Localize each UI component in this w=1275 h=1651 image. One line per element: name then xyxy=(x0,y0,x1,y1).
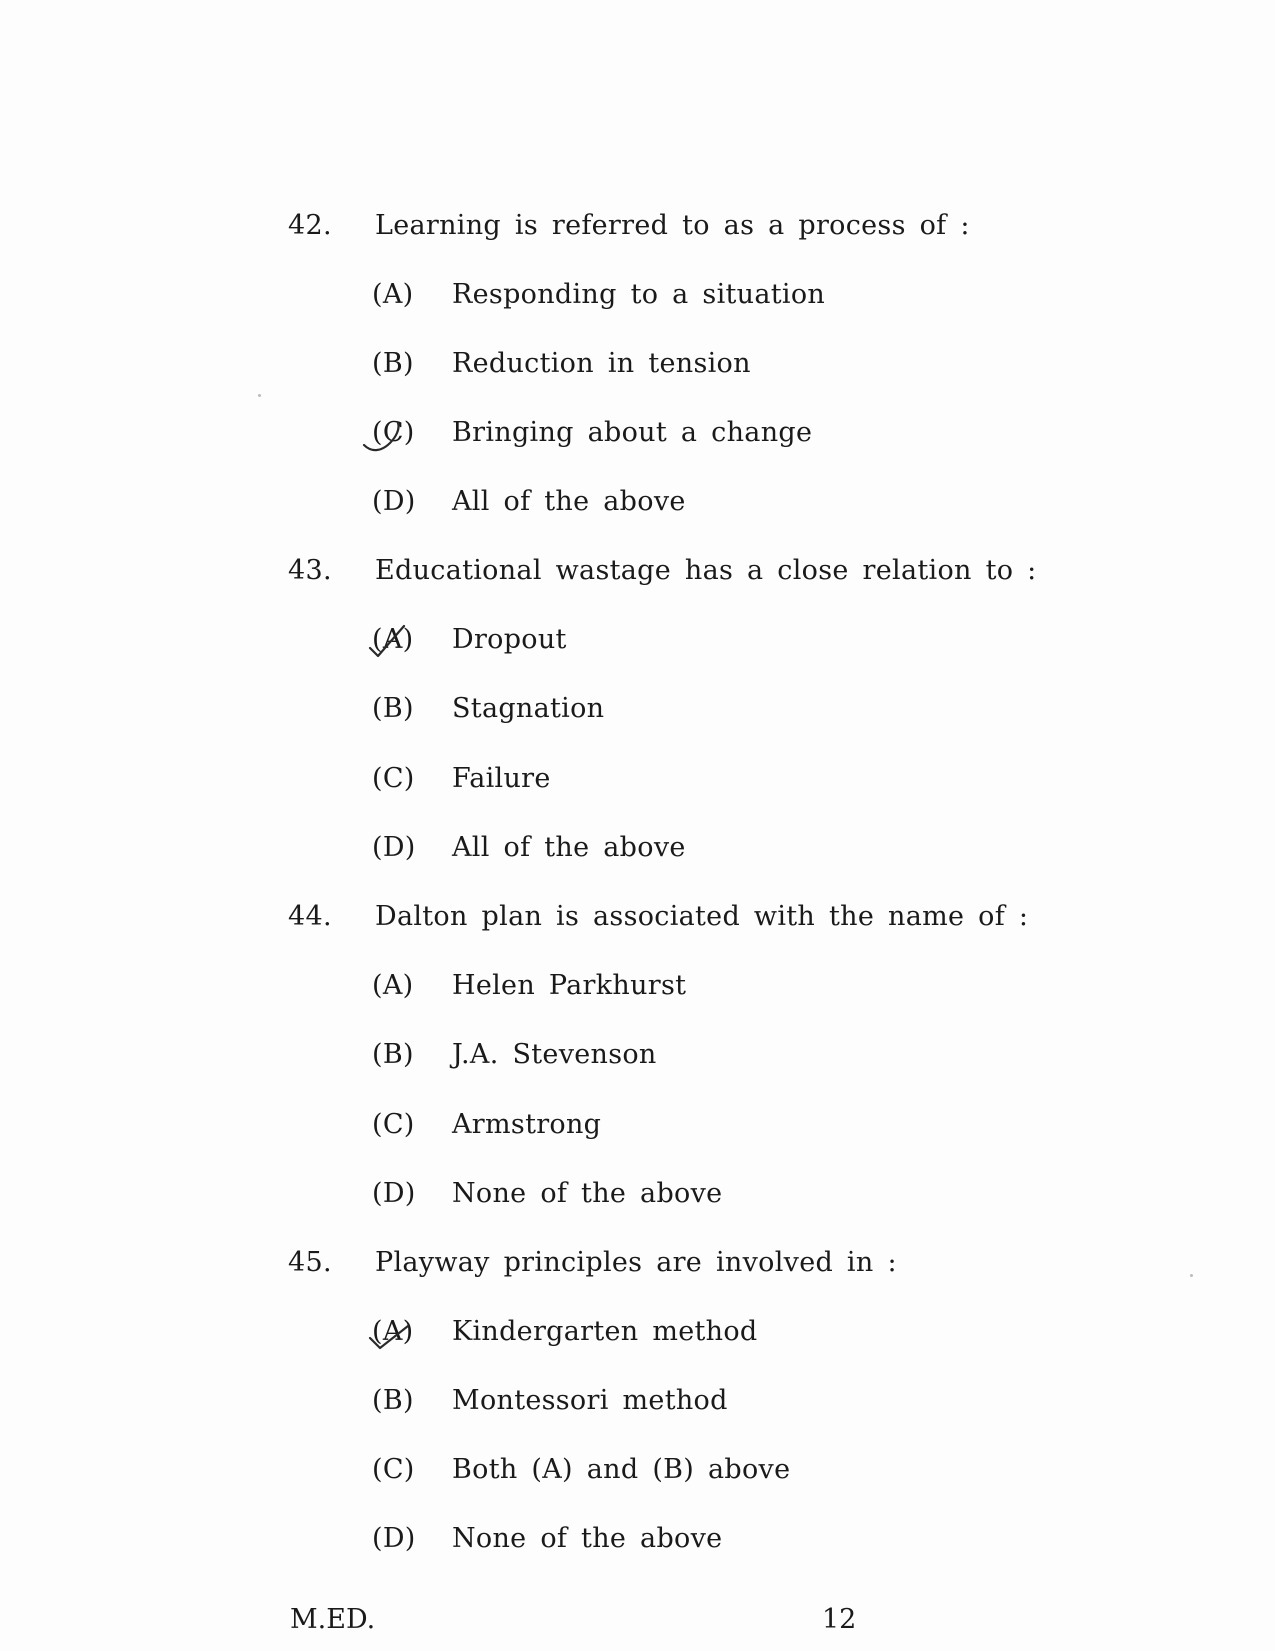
option-text: All of the above xyxy=(452,486,686,517)
option-b xyxy=(0,1035,1275,1075)
option-c xyxy=(0,1450,1275,1490)
question-text: Playway principles are involved in : xyxy=(375,1247,897,1278)
option-c xyxy=(0,1105,1275,1145)
option-a xyxy=(0,620,1275,660)
option-text: None of the above xyxy=(452,1523,723,1554)
option-label: (D) xyxy=(372,1178,416,1209)
option-b xyxy=(0,344,1275,384)
option-text: Stagnation xyxy=(452,693,605,724)
option-d xyxy=(0,482,1275,522)
option-label: (C) xyxy=(372,417,415,448)
question-line xyxy=(0,551,1275,591)
option-b xyxy=(0,689,1275,729)
option-label: (D) xyxy=(372,832,416,863)
option-label: (A) xyxy=(372,624,414,655)
question-number: 43. xyxy=(288,555,332,586)
option-b xyxy=(0,1381,1275,1421)
question-line xyxy=(0,206,1275,246)
option-label: (C) xyxy=(372,763,415,794)
option-label: (C) xyxy=(372,1109,415,1140)
option-text: Kindergarten method xyxy=(452,1316,758,1347)
question-number: 42. xyxy=(288,210,332,241)
question-line xyxy=(0,897,1275,937)
option-text: Reduction in tension xyxy=(452,348,751,379)
option-label: (B) xyxy=(372,1385,414,1416)
question-text: Dalton plan is associated with the name of : xyxy=(375,901,1029,932)
scan-speck xyxy=(258,394,261,397)
option-label: (D) xyxy=(372,1523,416,1554)
option-label: (A) xyxy=(372,970,414,1001)
option-text: Responding to a situation xyxy=(452,279,826,310)
option-label: (A) xyxy=(372,279,414,310)
option-label: (B) xyxy=(372,693,414,724)
option-text: Bringing about a change xyxy=(452,417,813,448)
option-d xyxy=(0,1174,1275,1214)
option-text: Both (A) and (B) above xyxy=(452,1454,791,1485)
option-a xyxy=(0,1312,1275,1352)
page-number: 12 xyxy=(822,1604,857,1635)
option-text: Dropout xyxy=(452,624,567,655)
option-text: None of the above xyxy=(452,1178,723,1209)
option-a xyxy=(0,275,1275,315)
option-label: (D) xyxy=(372,486,416,517)
option-text: J.A. Stevenson xyxy=(452,1039,657,1070)
option-c xyxy=(0,759,1275,799)
question-text: Educational wastage has a close relation to : xyxy=(375,555,1037,586)
question-line xyxy=(0,1243,1275,1283)
option-text: All of the above xyxy=(452,832,686,863)
option-label: (A) xyxy=(372,1316,414,1347)
option-d xyxy=(0,828,1275,868)
option-label: (B) xyxy=(372,348,414,379)
option-text: Helen Parkhurst xyxy=(452,970,687,1001)
option-text: Failure xyxy=(452,763,551,794)
option-label: (C) xyxy=(372,1454,415,1485)
option-text: Armstrong xyxy=(452,1109,602,1140)
option-c xyxy=(0,413,1275,453)
option-label: (B) xyxy=(372,1039,414,1070)
option-d xyxy=(0,1519,1275,1559)
question-text: Learning is referred to as a process of : xyxy=(375,210,970,241)
question-number: 44. xyxy=(288,901,332,932)
question-number: 45. xyxy=(288,1247,332,1278)
option-a xyxy=(0,966,1275,1006)
paper-code: M.ED. xyxy=(290,1604,376,1635)
option-text: Montessori method xyxy=(452,1385,728,1416)
